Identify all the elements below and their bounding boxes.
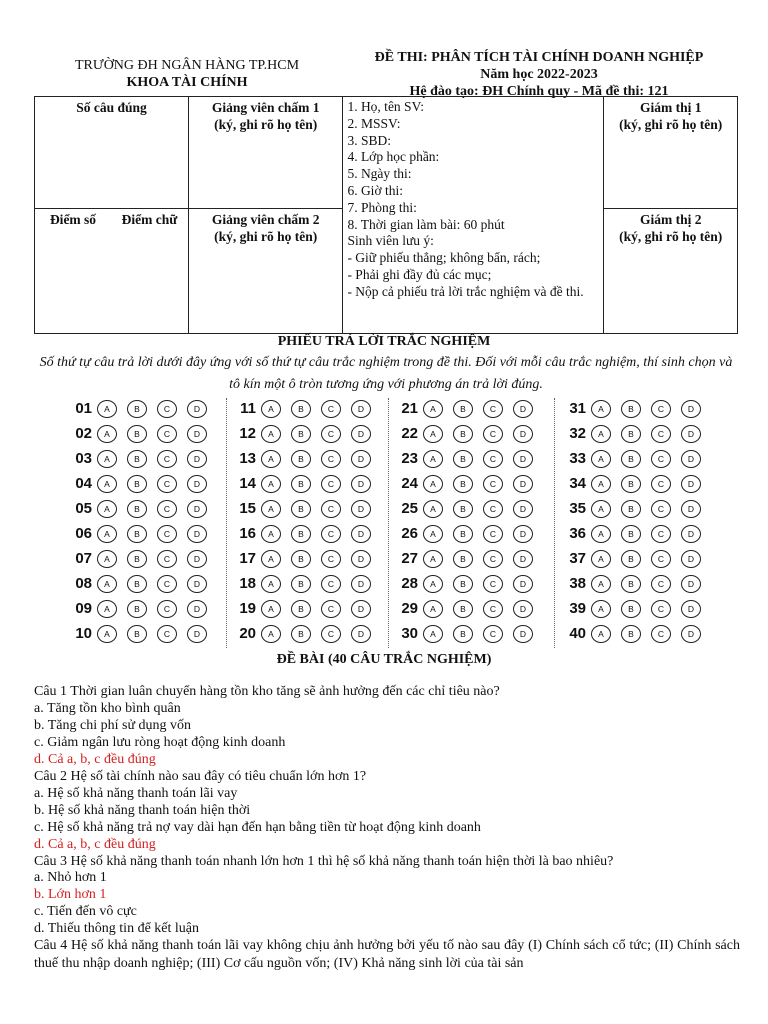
correct-count-cell[interactable] xyxy=(35,97,189,209)
question-stem: Câu 2 Hệ số tài chính nào sau đây có tiêu chuẩn lớn hơn 1? xyxy=(34,768,367,784)
answer-row xyxy=(392,521,543,546)
grader1-label: Giảng viên chấm 1 xyxy=(211,100,320,115)
exam-questions-title: ĐỀ BÀI (40 CÂU TRẮC NGHIỆM) xyxy=(276,652,492,667)
answer-option: d. Cả a, b, c đều đúng xyxy=(34,836,156,852)
answer-bubble-c[interactable]: C xyxy=(321,450,341,468)
answer-number: 13 xyxy=(239,450,256,467)
answer-bubble-a[interactable]: A xyxy=(97,550,117,568)
answer-bubble-a[interactable]: A xyxy=(591,550,611,568)
answer-bubble-b[interactable]: B xyxy=(291,425,311,443)
answer-bubble-d[interactable]: D xyxy=(187,525,207,543)
answer-bubble-b[interactable]: B xyxy=(621,400,641,418)
answer-bubble-c[interactable]: C xyxy=(321,525,341,543)
answer-bubble-d[interactable]: D xyxy=(513,475,533,493)
answer-row xyxy=(230,496,381,521)
answer-bubble-b[interactable]: B xyxy=(453,575,473,593)
answer-bubble-b[interactable]: B xyxy=(453,425,473,443)
answer-bubble-c[interactable]: C xyxy=(651,425,671,443)
answer-bubble-d[interactable]: D xyxy=(681,600,701,618)
answer-bubble-c[interactable]: C xyxy=(651,600,671,618)
answer-bubble-a[interactable]: A xyxy=(261,400,281,418)
student-field: 4. Lớp học phần: xyxy=(347,149,440,165)
answer-number: 03 xyxy=(75,450,92,467)
answer-option: b. Lớn hơn 1 xyxy=(34,887,107,903)
answer-bubble-a[interactable]: A xyxy=(423,400,443,418)
answer-bubble-b[interactable]: B xyxy=(621,475,641,493)
answer-bubble-a[interactable]: A xyxy=(97,600,117,618)
answer-row xyxy=(560,396,711,421)
student-info-cell[interactable] xyxy=(343,97,604,334)
answer-number: 32 xyxy=(569,425,586,442)
answer-bubble-c[interactable]: C xyxy=(651,450,671,468)
answer-bubble-d[interactable]: D xyxy=(681,475,701,493)
answer-number: 29 xyxy=(401,600,418,617)
answer-row xyxy=(392,571,543,596)
answer-bubble-b[interactable]: B xyxy=(127,400,147,418)
answer-bubble-b[interactable]: B xyxy=(291,475,311,493)
answer-bubble-d[interactable]: D xyxy=(351,425,371,443)
answer-row xyxy=(560,446,711,471)
student-field: 1. Họ, tên SV: xyxy=(347,99,425,114)
answer-row xyxy=(230,421,381,446)
answer-number: 24 xyxy=(401,475,418,492)
answer-bubble-c[interactable]: C xyxy=(321,550,341,568)
column-divider xyxy=(226,398,227,648)
answer-number: 20 xyxy=(239,625,256,642)
answer-bubble-b[interactable]: B xyxy=(453,500,473,518)
answer-row xyxy=(66,571,217,596)
answer-bubble-a[interactable]: A xyxy=(97,500,117,518)
answer-bubble-a[interactable]: A xyxy=(423,575,443,593)
answer-number: 26 xyxy=(401,525,418,542)
answer-bubble-b[interactable]: B xyxy=(291,450,311,468)
answer-number: 35 xyxy=(569,500,586,517)
answer-number: 04 xyxy=(75,475,92,492)
answer-bubble-a[interactable]: A xyxy=(591,600,611,618)
answer-bubble-a[interactable]: A xyxy=(423,425,443,443)
answer-bubble-a[interactable]: A xyxy=(261,475,281,493)
answer-bubble-b[interactable]: B xyxy=(127,575,147,593)
answer-bubble-c[interactable]: C xyxy=(483,475,503,493)
answer-bubble-b[interactable]: B xyxy=(621,450,641,468)
student-field: 7. Phòng thi: xyxy=(347,199,417,215)
answer-number: 01 xyxy=(75,400,92,417)
answer-row xyxy=(230,521,381,546)
answer-bubble-b[interactable]: B xyxy=(291,625,311,643)
answer-bubble-a[interactable]: A xyxy=(261,500,281,518)
answer-bubble-c[interactable]: C xyxy=(651,400,671,418)
answer-bubble-c[interactable]: C xyxy=(157,400,177,418)
student-field: - Nộp cả phiếu trả lời trắc nghiệm và đề thi. xyxy=(347,283,584,299)
answer-bubble-d[interactable]: D xyxy=(681,625,701,643)
answer-number: 30 xyxy=(401,625,418,642)
school-year: Năm học 2022-2023 xyxy=(480,67,598,82)
answer-bubble-b[interactable]: B xyxy=(453,600,473,618)
answer-bubble-a[interactable]: A xyxy=(97,450,117,468)
proctor1-cell[interactable] xyxy=(604,97,738,209)
answer-bubble-b[interactable]: B xyxy=(291,575,311,593)
answer-bubble-d[interactable]: D xyxy=(513,625,533,643)
answer-bubble-b[interactable]: B xyxy=(621,500,641,518)
answer-bubble-c[interactable]: C xyxy=(157,575,177,593)
answer-bubble-b[interactable]: B xyxy=(621,550,641,568)
answer-number: 33 xyxy=(569,450,586,467)
grader1-cell[interactable] xyxy=(189,97,343,209)
grader1-sign-label: (ký, ghi rõ họ tên) xyxy=(214,117,318,132)
answer-row xyxy=(230,446,381,471)
answer-sheet-title: PHIẾU TRẢ LỜI TRẮC NGHIỆM xyxy=(277,334,491,349)
answer-row xyxy=(392,396,543,421)
answer-bubble-c[interactable]: C xyxy=(483,400,503,418)
answer-bubble-d[interactable]: D xyxy=(513,425,533,443)
answer-bubble-d[interactable]: D xyxy=(187,475,207,493)
answer-bubble-a[interactable]: A xyxy=(97,475,117,493)
answer-bubble-b[interactable]: B xyxy=(621,525,641,543)
answer-bubble-a[interactable]: A xyxy=(423,475,443,493)
answer-bubble-d[interactable]: D xyxy=(351,525,371,543)
answer-bubble-d[interactable]: D xyxy=(681,400,701,418)
program-code: Hệ đào tạo: ĐH Chính quy - Mã đề thi: 121 xyxy=(409,84,669,99)
exam-title: ĐỀ THI: PHÂN TÍCH TÀI CHÍNH DOANH NGHIỆP xyxy=(374,50,704,65)
answer-bubble-c[interactable]: C xyxy=(157,600,177,618)
answer-bubble-b[interactable]: B xyxy=(127,600,147,618)
answer-bubble-d[interactable]: D xyxy=(187,425,207,443)
answer-bubble-c[interactable]: C xyxy=(483,425,503,443)
student-field: 6. Giờ thi: xyxy=(347,182,403,198)
answer-bubble-a[interactable]: A xyxy=(261,450,281,468)
answer-bubble-a[interactable]: A xyxy=(423,550,443,568)
answer-bubble-a[interactable]: A xyxy=(591,575,611,593)
answer-row xyxy=(230,471,381,496)
answer-number: 27 xyxy=(401,550,418,567)
answer-bubble-b[interactable]: B xyxy=(291,400,311,418)
answer-bubble-c[interactable]: C xyxy=(321,425,341,443)
answer-row xyxy=(560,421,711,446)
proctor2-label: Giám thị 2 xyxy=(639,212,702,227)
answer-bubble-b[interactable]: B xyxy=(127,450,147,468)
answer-bubble-b[interactable]: B xyxy=(621,575,641,593)
question-stem: Câu 1 Thời gian luân chuyển hàng tồn kho tăng sẽ ảnh hưởng đến các chỉ tiêu nào? xyxy=(34,684,500,699)
answer-number: 08 xyxy=(75,575,92,592)
answer-number: 39 xyxy=(569,600,586,617)
answer-bubble-a[interactable]: A xyxy=(591,500,611,518)
answer-number: 19 xyxy=(239,600,256,617)
answer-bubble-d[interactable]: D xyxy=(351,475,371,493)
answer-bubble-b[interactable]: B xyxy=(127,500,147,518)
answer-bubble-b[interactable]: B xyxy=(127,525,147,543)
answer-row xyxy=(392,546,543,571)
answer-number: 05 xyxy=(75,500,92,517)
answer-bubble-b[interactable]: B xyxy=(453,450,473,468)
answer-bubble-b[interactable]: B xyxy=(291,600,311,618)
answer-row xyxy=(66,446,217,471)
answer-bubble-c[interactable]: C xyxy=(157,525,177,543)
answer-row xyxy=(560,546,711,571)
answer-bubble-c[interactable]: C xyxy=(651,550,671,568)
student-field: 3. SBD: xyxy=(347,132,391,148)
student-field: 8. Thời gian làm bài: 60 phút xyxy=(347,216,505,232)
answer-row xyxy=(560,571,711,596)
answer-bubble-b[interactable]: B xyxy=(127,425,147,443)
answer-option: b. Tăng chi phí sử dụng vốn xyxy=(34,717,192,733)
score-number-label: Điểm số xyxy=(49,212,97,227)
answer-row xyxy=(560,471,711,496)
answer-bubble-d[interactable]: D xyxy=(681,425,701,443)
question-4: Câu 4 Hệ số khả năng thanh toán lãi vay không chịu ảnh hưởng bởi yếu tố nào sau đây (I) Chính sách cổ tức; (II) Chính sách thuế thu nhập doanh nghiệp; (III) Cơ cấu nguồn vốn; (IV) Khả năng sinh lời của tài sản xyxy=(34,938,740,971)
answer-row xyxy=(66,496,217,521)
answer-bubble-c[interactable]: C xyxy=(483,625,503,643)
answer-sheet-instruction: Số thứ tự câu trả lời dưới đây ứng với số thứ tự câu trắc nghiệm trong đề thi. Đối với mỗi câu trắc nghiệm, thí sinh chọn và tô kín một ô tròn tương ứng với phương án trả lời đúng. xyxy=(39,355,733,392)
answer-bubble-d[interactable]: D xyxy=(187,550,207,568)
answer-option: b. Hệ số khả năng thanh toán hiện thời xyxy=(34,802,251,818)
answer-option: c. Tiến đến vô cực xyxy=(34,904,137,920)
answer-number: 28 xyxy=(401,575,418,592)
answer-bubble-c[interactable]: C xyxy=(651,500,671,518)
answer-bubble-a[interactable]: A xyxy=(423,450,443,468)
student-field: - Phải ghi đầy đủ các mục; xyxy=(347,266,492,282)
answer-row xyxy=(392,421,543,446)
answer-bubble-d[interactable]: D xyxy=(351,600,371,618)
answer-bubble-c[interactable]: C xyxy=(483,500,503,518)
answer-option: c. Hệ số khả năng trả nợ vay dài hạn đến hạn bằng tiền từ hoạt động kinh doanh xyxy=(34,819,481,835)
answer-row xyxy=(560,496,711,521)
answer-bubble-b[interactable]: B xyxy=(453,550,473,568)
answer-row xyxy=(66,596,217,621)
answer-bubble-a[interactable]: A xyxy=(261,425,281,443)
answer-bubble-d[interactable]: D xyxy=(681,525,701,543)
answer-row xyxy=(560,596,711,621)
score-number-cell[interactable] xyxy=(35,209,111,333)
answer-bubble-d[interactable]: D xyxy=(187,500,207,518)
answer-bubble-c[interactable]: C xyxy=(321,625,341,643)
answer-bubble-c[interactable]: C xyxy=(157,450,177,468)
answer-option: a. Hệ số khả năng thanh toán lãi vay xyxy=(34,785,238,801)
answer-bubble-d[interactable]: D xyxy=(187,450,207,468)
proctor2-cell[interactable] xyxy=(604,209,738,334)
answer-bubble-c[interactable]: C xyxy=(321,500,341,518)
answer-option: a. Tăng tồn kho bình quân xyxy=(34,700,181,716)
faculty-name: KHOA TÀI CHÍNH xyxy=(126,75,248,90)
answer-bubble-d[interactable]: D xyxy=(187,575,207,593)
answer-number: 09 xyxy=(75,600,92,617)
answer-bubble-d[interactable]: D xyxy=(513,500,533,518)
column-divider xyxy=(554,398,555,648)
answer-bubble-d[interactable]: D xyxy=(681,500,701,518)
answer-number: 36 xyxy=(569,525,586,542)
answer-bubble-d[interactable]: D xyxy=(513,450,533,468)
answer-row xyxy=(230,396,381,421)
answer-bubble-d[interactable]: D xyxy=(513,525,533,543)
proctor1-label: Giám thị 1 xyxy=(639,100,702,115)
answer-bubble-b[interactable]: B xyxy=(621,625,641,643)
answer-bubble-b[interactable]: B xyxy=(621,425,641,443)
answer-number: 34 xyxy=(569,475,586,492)
answer-bubble-b[interactable]: B xyxy=(291,500,311,518)
answer-option: d. Cả a, b, c đều đúng xyxy=(34,751,156,767)
answer-bubble-a[interactable]: A xyxy=(423,625,443,643)
answer-bubble-c[interactable]: C xyxy=(651,475,671,493)
answer-row xyxy=(560,621,711,646)
answer-row xyxy=(392,446,543,471)
answer-bubble-a[interactable]: A xyxy=(97,625,117,643)
answer-number: 11 xyxy=(240,400,256,417)
answer-bubble-b[interactable]: B xyxy=(453,625,473,643)
answer-row xyxy=(66,396,217,421)
answer-bubble-a[interactable]: A xyxy=(423,525,443,543)
answer-row xyxy=(230,546,381,571)
answer-bubble-c[interactable]: C xyxy=(483,525,503,543)
student-field: 5. Ngày thi: xyxy=(347,166,412,182)
answer-number: 10 xyxy=(75,625,92,642)
answer-number: 16 xyxy=(239,525,256,542)
proctor1-sign-label: (ký, ghi rõ họ tên) xyxy=(619,117,723,132)
answer-number: 18 xyxy=(239,575,256,592)
school-name: TRƯỜNG ĐH NGÂN HÀNG TP.HCM xyxy=(74,58,300,73)
answer-bubble-d[interactable]: D xyxy=(187,625,207,643)
answer-bubble-c[interactable]: C xyxy=(321,600,341,618)
answer-bubble-c[interactable]: C xyxy=(483,600,503,618)
answer-bubble-a[interactable]: A xyxy=(261,625,281,643)
proctor2-sign-label: (ký, ghi rõ họ tên) xyxy=(619,229,723,244)
answer-number: 23 xyxy=(401,450,418,467)
answer-number: 31 xyxy=(569,400,586,417)
answer-number: 12 xyxy=(239,425,256,442)
answer-option: a. Nhỏ hơn 1 xyxy=(34,870,107,886)
answer-bubble-d[interactable]: D xyxy=(681,550,701,568)
correct-count-label: Số câu đúng xyxy=(76,100,147,115)
answer-row xyxy=(392,496,543,521)
answer-bubble-d[interactable]: D xyxy=(513,600,533,618)
answer-bubble-c[interactable]: C xyxy=(483,450,503,468)
answer-bubble-d[interactable]: D xyxy=(187,400,207,418)
answer-row xyxy=(392,621,543,646)
answer-number: 40 xyxy=(569,625,586,642)
answer-row xyxy=(66,471,217,496)
answer-bubble-b[interactable]: B xyxy=(291,550,311,568)
question-stem: Câu 3 Hệ số khả năng thanh toán nhanh lớn hơn 1 thì hệ số khả năng thanh toán hiện thời là bao nhiêu? xyxy=(34,853,614,869)
answer-bubble-d[interactable]: D xyxy=(681,450,701,468)
answer-option: d. Thiếu thông tin để kết luận xyxy=(34,921,199,937)
answer-bubble-a[interactable]: A xyxy=(97,400,117,418)
answer-bubble-a[interactable]: A xyxy=(261,550,281,568)
answer-number: 22 xyxy=(401,425,418,442)
answer-bubble-a[interactable]: A xyxy=(261,525,281,543)
answer-bubble-a[interactable]: A xyxy=(591,450,611,468)
answer-bubble-b[interactable]: B xyxy=(453,400,473,418)
answer-bubble-b[interactable]: B xyxy=(127,475,147,493)
answer-bubble-a[interactable]: A xyxy=(591,425,611,443)
answer-bubble-d[interactable]: D xyxy=(351,550,371,568)
answer-bubble-c[interactable]: C xyxy=(321,475,341,493)
answer-bubble-d[interactable]: D xyxy=(351,450,371,468)
answer-number: 07 xyxy=(75,550,92,567)
student-field: Sinh viên lưu ý: xyxy=(347,233,434,249)
grader2-cell[interactable] xyxy=(189,209,343,334)
answer-bubble-a[interactable]: A xyxy=(261,575,281,593)
answer-number: 21 xyxy=(401,400,418,417)
answer-row xyxy=(392,471,543,496)
answer-bubble-a[interactable]: A xyxy=(591,525,611,543)
answer-number: 14 xyxy=(239,475,256,492)
answer-bubble-c[interactable]: C xyxy=(157,500,177,518)
answer-number: 02 xyxy=(75,425,92,442)
answer-bubble-a[interactable]: A xyxy=(423,600,443,618)
answer-row xyxy=(66,546,217,571)
answer-bubble-d[interactable]: D xyxy=(187,600,207,618)
answer-bubble-a[interactable]: A xyxy=(261,600,281,618)
answer-bubble-c[interactable]: C xyxy=(651,525,671,543)
answer-number: 06 xyxy=(75,525,92,542)
answer-option: c. Giảm ngân lưu ròng hoạt động kinh doanh xyxy=(34,734,286,750)
answer-bubble-a[interactable]: A xyxy=(423,500,443,518)
answer-number: 25 xyxy=(401,500,418,517)
answer-number: 38 xyxy=(569,575,586,592)
grader2-label: Giảng viên chấm 2 xyxy=(211,212,320,227)
grader2-sign-label: (ký, ghi rõ họ tên) xyxy=(214,229,318,244)
answer-bubble-c[interactable]: C xyxy=(321,400,341,418)
answer-number: 37 xyxy=(569,550,586,567)
answer-bubble-a[interactable]: A xyxy=(97,425,117,443)
answer-bubble-a[interactable]: A xyxy=(591,475,611,493)
answer-bubble-a[interactable]: A xyxy=(591,625,611,643)
score-word-label: Điểm chữ xyxy=(121,212,178,227)
answer-bubble-c[interactable]: C xyxy=(651,625,671,643)
answer-bubble-c[interactable]: C xyxy=(321,575,341,593)
answer-bubble-c[interactable]: C xyxy=(651,575,671,593)
answer-bubble-c[interactable]: C xyxy=(157,625,177,643)
answer-bubble-b[interactable]: B xyxy=(453,475,473,493)
answer-bubble-c[interactable]: C xyxy=(157,425,177,443)
info-table xyxy=(34,96,738,334)
answer-bubble-b[interactable]: B xyxy=(621,600,641,618)
answer-row xyxy=(230,571,381,596)
answer-row xyxy=(66,421,217,446)
answer-row xyxy=(560,521,711,546)
answer-bubble-c[interactable]: C xyxy=(483,550,503,568)
answer-bubble-d[interactable]: D xyxy=(351,500,371,518)
answer-bubble-d[interactable]: D xyxy=(351,400,371,418)
score-word-cell[interactable] xyxy=(111,209,188,333)
answer-bubble-a[interactable]: A xyxy=(97,575,117,593)
answer-row xyxy=(66,521,217,546)
answer-row xyxy=(230,621,381,646)
answer-row xyxy=(392,596,543,621)
answer-row xyxy=(66,621,217,646)
answer-number: 17 xyxy=(239,550,256,567)
answer-bubble-d[interactable]: D xyxy=(513,550,533,568)
answer-bubble-b[interactable]: B xyxy=(291,525,311,543)
answer-bubble-b[interactable]: B xyxy=(127,625,147,643)
answer-bubble-d[interactable]: D xyxy=(513,575,533,593)
answer-bubble-b[interactable]: B xyxy=(453,525,473,543)
student-field: - Giữ phiếu thẳng; không bẩn, rách; xyxy=(347,250,541,266)
answer-bubble-c[interactable]: C xyxy=(157,550,177,568)
answer-bubble-d[interactable]: D xyxy=(351,575,371,593)
answer-bubble-d[interactable]: D xyxy=(351,625,371,643)
answer-number: 15 xyxy=(239,500,256,517)
answer-bubble-c[interactable]: C xyxy=(483,575,503,593)
answer-bubble-c[interactable]: C xyxy=(157,475,177,493)
answer-bubble-a[interactable]: A xyxy=(591,400,611,418)
answer-row xyxy=(230,596,381,621)
column-divider xyxy=(388,398,389,648)
answer-bubble-d[interactable]: D xyxy=(513,400,533,418)
student-field: 2. MSSV: xyxy=(347,115,401,131)
answer-bubble-d[interactable]: D xyxy=(681,575,701,593)
answer-bubble-b[interactable]: B xyxy=(127,550,147,568)
answer-bubble-a[interactable]: A xyxy=(97,525,117,543)
